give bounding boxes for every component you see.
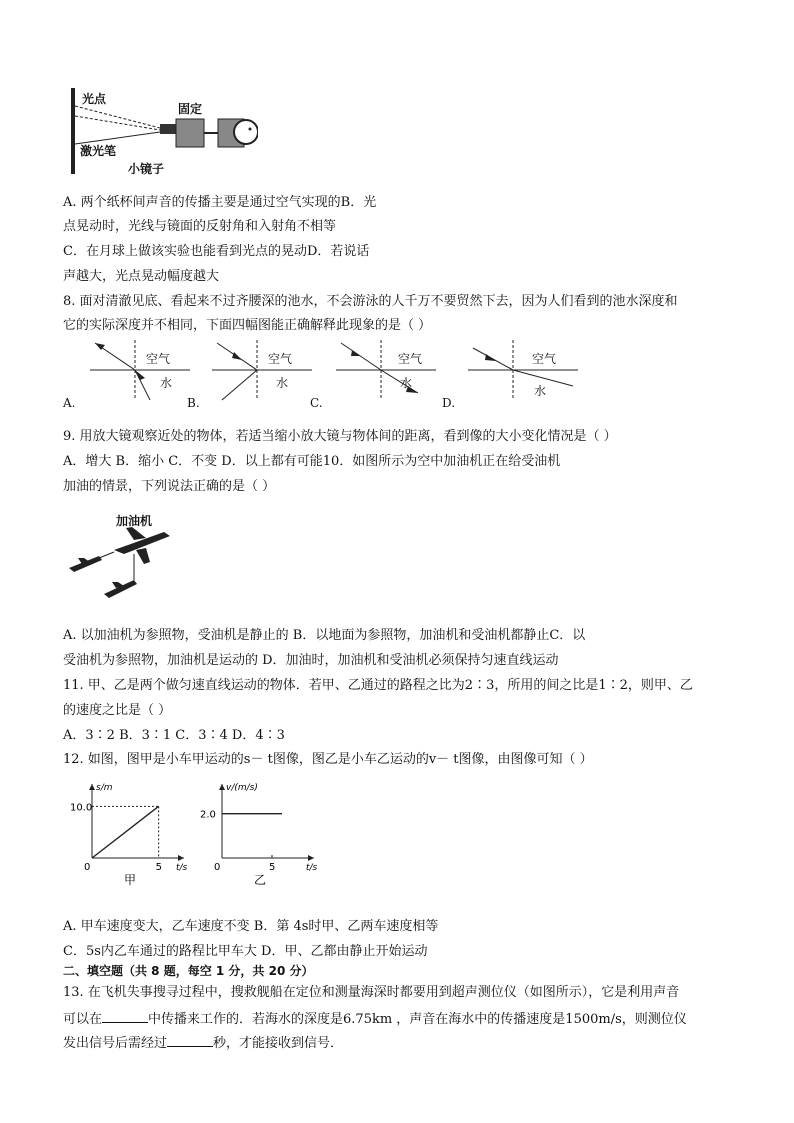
q7-line2: 点晃动时，光线与镜面的反射角和入射角不相等: [63, 219, 337, 234]
series-line: [92, 806, 159, 858]
refraction-diagram-d: [468, 338, 578, 402]
q13-line3-start: 发出信号后需经过: [63, 1036, 168, 1051]
y-axis-label: v/(m/s): [226, 783, 258, 793]
q7-line1: A. 两个纸杯间声音的传播主要是通过空气实现的B．光: [63, 195, 377, 210]
q9-line1: 9. 用放大镜观察近处的物体，若适当缩小放大镜与物体间的距离，看到像的大小变化情况是（ ）: [63, 429, 617, 444]
y-axis-label: s/m: [96, 783, 113, 793]
q10-line2: 受油机为参照物，加油机是运动的 D．加油时，加油机和受油机必须保持匀速直线运动: [63, 653, 559, 668]
x-axis-label: t/s: [306, 863, 318, 873]
x-tick-label-0: 0: [84, 862, 91, 873]
water-label-c: 水: [400, 376, 413, 390]
light-spot-label: 光点: [82, 92, 107, 106]
x-tick-label-5: 5: [155, 862, 163, 873]
q13-line3-end: 秒，才能接收到信号．: [213, 1036, 344, 1051]
q11-line2: 的速度之比是（ ）: [63, 703, 172, 718]
q11-line3: A．3∶2 B．3∶1 C．3∶4 D．4∶3: [63, 728, 285, 743]
q13-line3: [63, 1033, 343, 1053]
q8-line1: 8. 面对清澈见底、看起来不过齐腰深的池水，不会游泳的人千万不要贸然下去，因为人们看到的池水深度和: [63, 294, 678, 309]
refraction-diagram-c: [336, 338, 436, 402]
section-2-heading: 二、填空题（共 8 题，每空 1 分，共 20 分）: [63, 964, 314, 978]
q13-line2-start: 可以在: [63, 1012, 103, 1027]
water-label-a: 水: [160, 376, 173, 390]
x-tick-label-0: 0: [214, 862, 221, 873]
q8-option-c: C.: [310, 396, 323, 410]
q7-line4: 声越大，光点晃动幅度越大: [63, 269, 220, 284]
q13-blank-2[interactable]: [167, 1033, 213, 1047]
y-axis-arrow: [89, 784, 95, 790]
water-label-d: 水: [534, 384, 547, 398]
diagram-a-svg: [90, 338, 190, 402]
q9-line3: 加油的情景，下列说法正确的是（ ）: [63, 479, 276, 494]
tanker-label: 加油机: [116, 514, 153, 528]
diagram-c-svg: [336, 338, 436, 402]
mirror-label: 小镜子: [128, 162, 165, 176]
q8-option-a: A.: [63, 396, 76, 410]
laser-pen-label: 激光笔: [80, 144, 117, 158]
y-axis-arrow: [219, 784, 225, 790]
laser-cup-figure: [68, 86, 258, 178]
q13-line2-end: 中传播来工作的．若海水的深度是6.75km ，声音在海水中的传播速度是1500m/s，则测位仪: [148, 1012, 687, 1027]
q13-line2: [63, 1009, 687, 1029]
q12-line1: 12. 如图，图甲是小车甲运动的s－ t图像，图乙是小车乙运动的v－ t图像，由图像可知（ ）: [63, 752, 593, 767]
q8-option-b: B.: [187, 396, 200, 410]
chart-caption: 甲: [124, 873, 137, 887]
air-label-d: 空气: [532, 352, 557, 366]
q12-option-a-b: A. 甲车速度变大，乙车速度不变 B．第 4s时甲、乙两车速度相等: [63, 919, 439, 934]
x-axis-arrow: [178, 855, 184, 861]
q10-line1: A. 以加油机为参照物，受油机是静止的 B．以地面为参照物，加油机和受油机都静止C．以: [63, 628, 586, 643]
x-tick-label-5: 5: [269, 862, 276, 873]
q12-option-c-d: C．5s内乙车通过的路程比甲车大 D．甲、乙都由静止开始运动: [63, 944, 428, 959]
q9-line2: A．增大 B．缩小 C．不变 D．以上都有可能10．如图所示为空中加油机正在给受油机: [63, 454, 561, 469]
q7-line3: C．在月球上做该实验也能看到光点的晃动D．若说话: [63, 244, 370, 259]
q11-line1: 11. 甲、乙是两个做匀速直线运动的物体．若甲、乙通过的路程之比为2∶3，所用的间之比是1∶2，则甲、乙: [63, 678, 693, 693]
diagram-d-svg: [468, 338, 578, 402]
fixed-label: 固定: [178, 102, 203, 116]
air-label-a: 空气: [146, 352, 171, 366]
q13-blank-1[interactable]: [102, 1009, 148, 1023]
refraction-diagram-b: [212, 338, 312, 402]
q8-line2: 它的实际深度并不相同，下面四幅图能正确解释此现象的是（ ）: [63, 318, 432, 333]
chart-jia: [70, 778, 190, 888]
air-label-b: 空气: [268, 352, 293, 366]
chart-yi: [200, 778, 320, 888]
q8-option-d: D.: [442, 396, 456, 410]
q13-line1: 13. 在飞机失事搜寻过程中，搜救舰船在定位和测量海深时都要用到超声测位仪（如图所示），它是利用声音: [63, 985, 680, 1000]
chart-caption: 乙: [254, 873, 267, 887]
refraction-diagram-a: [90, 338, 190, 402]
air-label-c: 空气: [398, 352, 423, 366]
y-tick-label: 10.0: [70, 802, 93, 814]
x-axis-label: t/s: [176, 863, 188, 873]
x-axis-arrow: [308, 855, 314, 861]
refueling-plane-figure: [64, 510, 174, 600]
water-label-b: 水: [276, 376, 289, 390]
y-tick-label: 2.0: [200, 809, 216, 821]
diagram-b-svg: [212, 338, 312, 402]
